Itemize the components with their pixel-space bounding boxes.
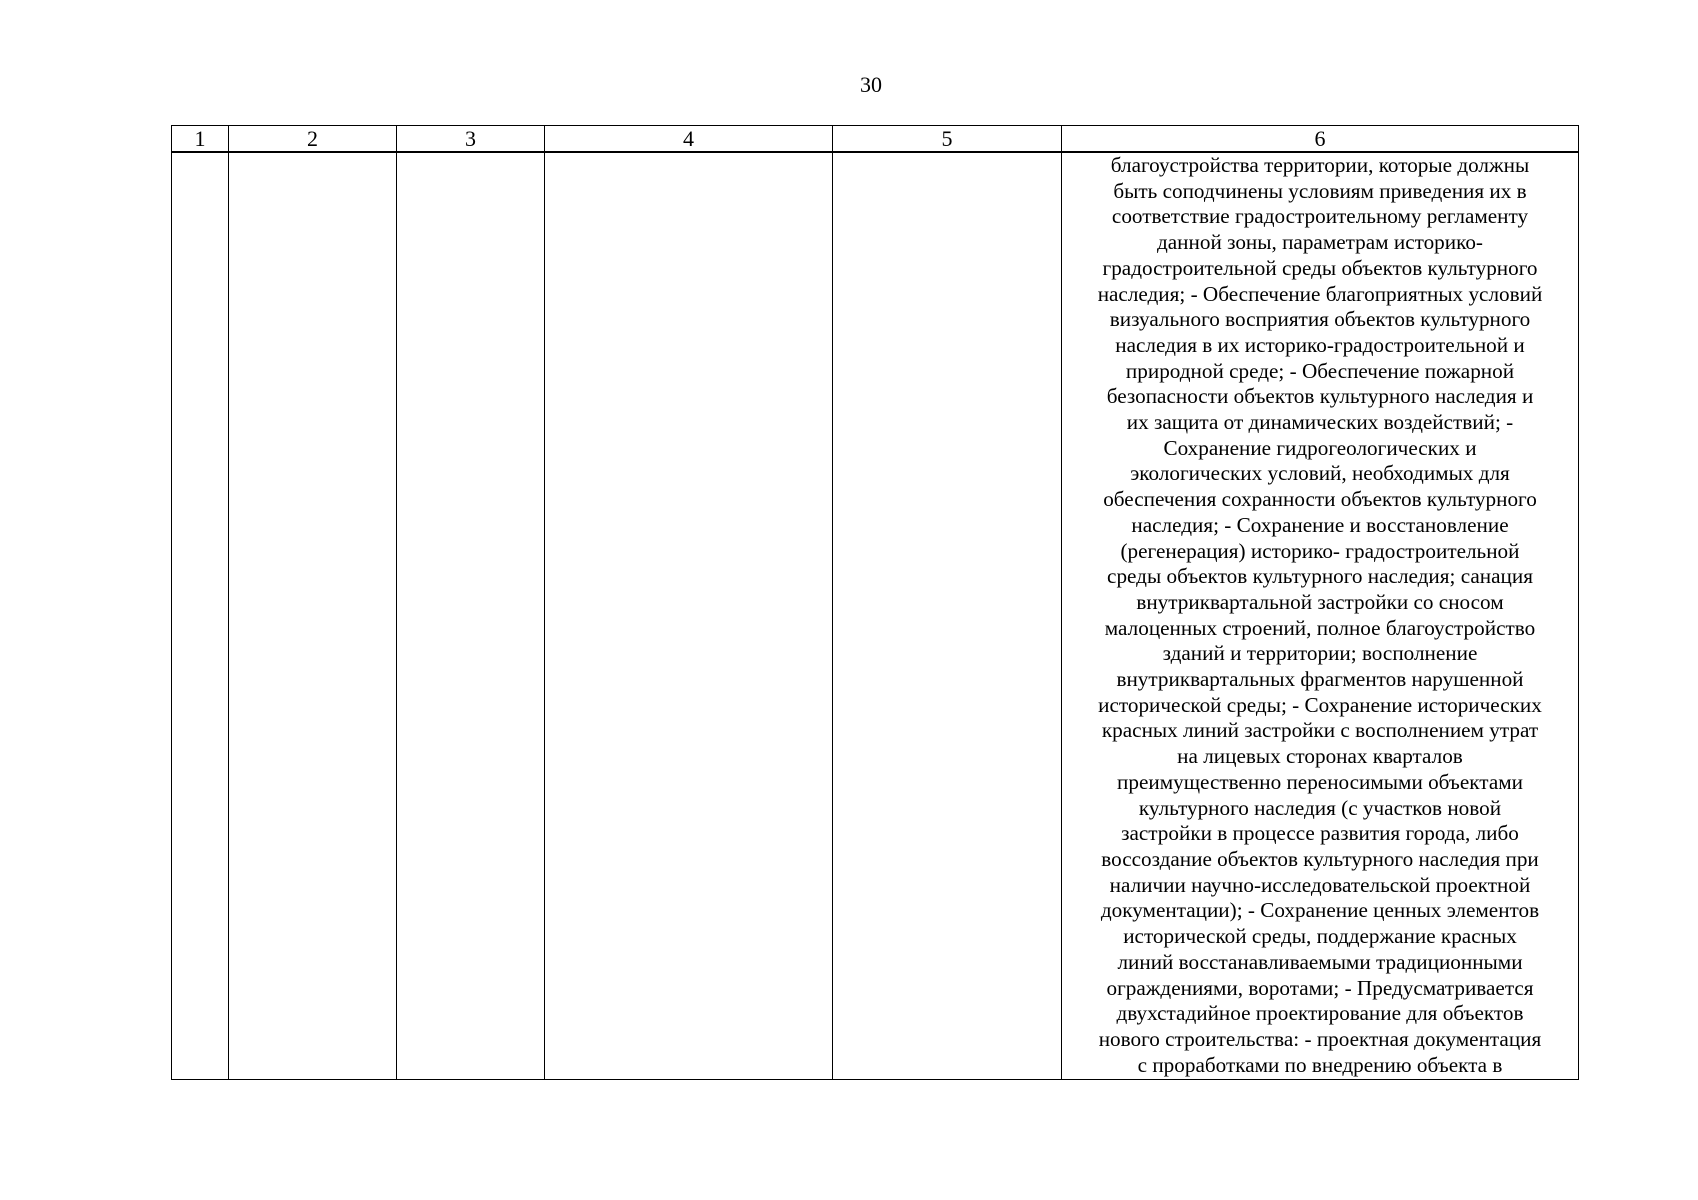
column-header-2: 2	[229, 126, 397, 153]
table-cell-col-6	[1062, 152, 1579, 1080]
requirements-text: благоустройства территории, которые должны быть соподчинены условиям приведения их в соответствие градостроительному регламенту данной зоны, параметрам историко- градостроительной среды объектов культурного наследия; - Обеспечение благоприятных условий визуального восприятия объектов культурного наследия в их историко-градостроительной и природной среде; - Обеспечение пожарной безопасности объектов культурного наследия и их защита от динамических воздействий; - Сохранение гидрогеологических и экологических условий, необходимых для обеспечения сохранности объектов культурного наследия; - Сохранение и восстановление (регенерация) историко- градостроительной среды объектов культурного наследия; санация внутриквартальной застройки со сносом малоценных строений, полное благоустройство зданий и территории; восполнение внутриквартальных фрагментов нарушенной исторической среды; - Сохранение исторических красных линий застройки с восполнением утрат на лицевых сторонах кварталов преимущественно переносимыми объектами культурного наследия (с участков новой застройки в процессе развития города, либо воссоздание объектов культурного наследия при наличии научно-исследовательской проектной документации); - Сохранение ценных элементов исторической среды, поддержание красных линий восстанавливаемыми традиционными ограждениями, воротами; - Предусматривается двухстадийное проектирование для объектов нового строительства: - проектная документация с проработками по внедрению объекта в	[1097, 153, 1543, 1077]
document-table	[171, 125, 1579, 1080]
column-header-5: 5	[833, 126, 1062, 153]
page-number: 30	[860, 72, 882, 97]
column-header-4: 4	[545, 126, 833, 153]
column-header-6: 6	[1062, 126, 1579, 153]
table-cell-col-1	[172, 152, 229, 1080]
table-row	[172, 152, 1579, 1080]
table-cell-col-2	[229, 152, 397, 1080]
column-header-3: 3	[397, 126, 545, 153]
column-header-1: 1	[172, 126, 229, 153]
table-header-row	[172, 126, 1579, 153]
table-cell-col-3	[397, 152, 545, 1080]
table-cell-col-4	[545, 152, 833, 1080]
table-cell-col-5	[833, 152, 1062, 1080]
